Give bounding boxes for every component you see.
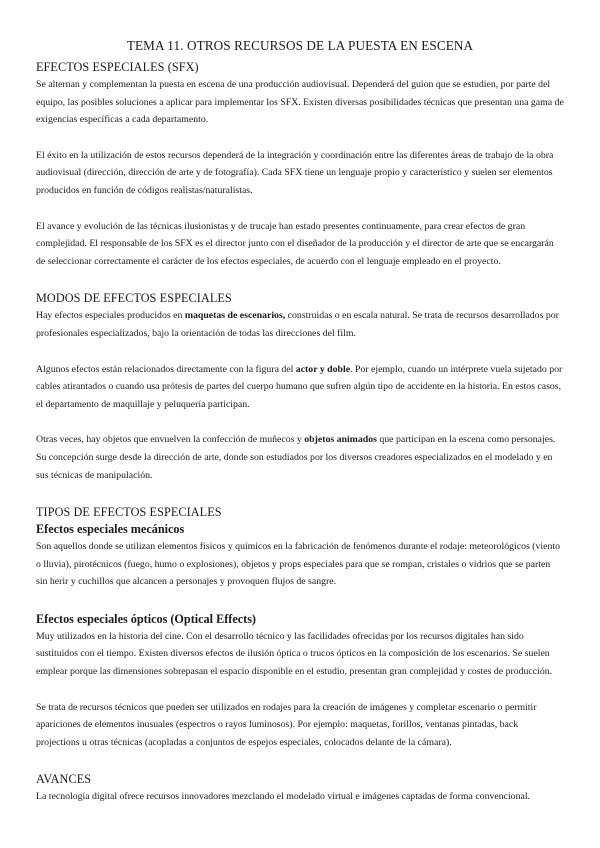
bold-term: objetos animados	[304, 434, 377, 446]
paragraph: Otras veces, hay objetos que envuelven la confección de muñecos y objetos animados que participan en la escena como personajes. Su concepción surge desde la dirección de arte, donde son estudiados por los diversos creadores especializados en el modelado y en sus técnicas de manipulación.	[36, 434, 556, 481]
bold-term: maquetas de escenarios,	[184, 310, 286, 322]
page-title: TEMA 11. OTROS RECURSOS DE LA PUESTA EN ESCENA	[126, 38, 474, 53]
paragraph: Muy utilizados en la historia del cine. Con el desarrollo técnico y las facilidades ofrecidas por los recursos digitales han sido sustituidos con el tiempo. Existen diversos efectos de ilusión óptica o trucos ópticos en la composición de los escenarios. Se suelen emplear porque las dimensiones sobrepasan el espacio disponible en el estudio, presentan gran complejidad y costes de producción.	[36, 630, 553, 678]
paragraph: Hay efectos especiales producidos en maquetas de escenarios, construidas o en escala natural. Se trata de recursos desarrollados por profesionales especializados, bajo la orientación de todas las direcciones del film.	[36, 310, 559, 339]
paragraph: Se alternan y complementan la puesta en escena de una producción audiovisual. Dependerá del guion que se estudien, por parte del equipo, las posibles soluciones a aplicar para implementar los SFX. Existen diversas posibilidades técnicas que presentan una gama de exigencias específicas a cada departamento.	[36, 79, 564, 126]
section-heading-sfx: EFECTOS ESPECIALES (SFX)	[36, 60, 199, 74]
section-heading-modos: MODOS DE EFECTOS ESPECIALES	[36, 291, 232, 306]
paragraph: Son aquellos donde se utilizan elementos físicos y químicos en la fabricación de fenómenos durante el rodaje: meteorológicos (viento o lluvia), pirotécnicos (fuego, humo o explosiones), objetos y props especiales para que se rompan, cristales o vidrios que se parten sin herir y cuchillos que alcancen a personajes y provoquen flujos de sangre.	[36, 541, 560, 588]
subheading-opticos: Efectos especiales ópticos (Optical Effects)	[36, 611, 256, 626]
bold-term: actor y doble	[295, 363, 351, 375]
paragraph: La tecnología digital ofrece recursos innovadores mezclando el modelado virtual e imágenes captadas de forma convencional.	[36, 791, 530, 803]
subheading-mecanicos: Efectos especiales mecánicos	[36, 522, 185, 537]
paragraph: Se trata de recursos técnicos que pueden ser utilizados en rodajes para la creación de imágenes y completar escenario o permitir apariciones de elementos inusuales (espectros o rayos luminosos). Por ejemplo: maquetas, forillos, ventanas pintadas, back projections u otras técnicas (acopladas a conjuntos de espejos especiales, colocados delante de la cámara).	[36, 701, 537, 748]
section-heading-avances: AVANCES	[36, 772, 92, 787]
section-heading-tipos: TIPOS DE EFECTOS ESPECIALES	[36, 505, 222, 520]
paragraph: Algunos efectos están relacionados directamente con la figura del actor y doble. Por ejemplo, cuando un intérprete vuela sujetado por cables atirantados o cuando usa prótesis de partes del cuerpo humano que sufren algún tipo de accidente en la historia. En estos casos, el departamento de maquillaje y peluquería participan.	[36, 363, 563, 410]
paragraph: El avance y evolución de las técnicas ilusionistas y de trucaje han estado presentes continuamente, para crear efectos de gran complejidad. El responsable de los SFX es el director junto con el diseñador de la producción y el director de arte que se encargarán de seleccionar correctamente el carácter de los efectos especiales, de acuerdo con el lenguaje empleado en el proyecto.	[36, 220, 554, 267]
paragraph: El éxito en la utilización de estos recursos dependerá de la integración y coordinación entre las diferentes áreas de trabajo de la obra audiovisual (dirección, dirección de arte y de fotografía). Cada SFX tiene un lenguaje propio y característico y suelen ser elementos producidos en función de códigos realistas/naturalistas.	[36, 149, 554, 196]
